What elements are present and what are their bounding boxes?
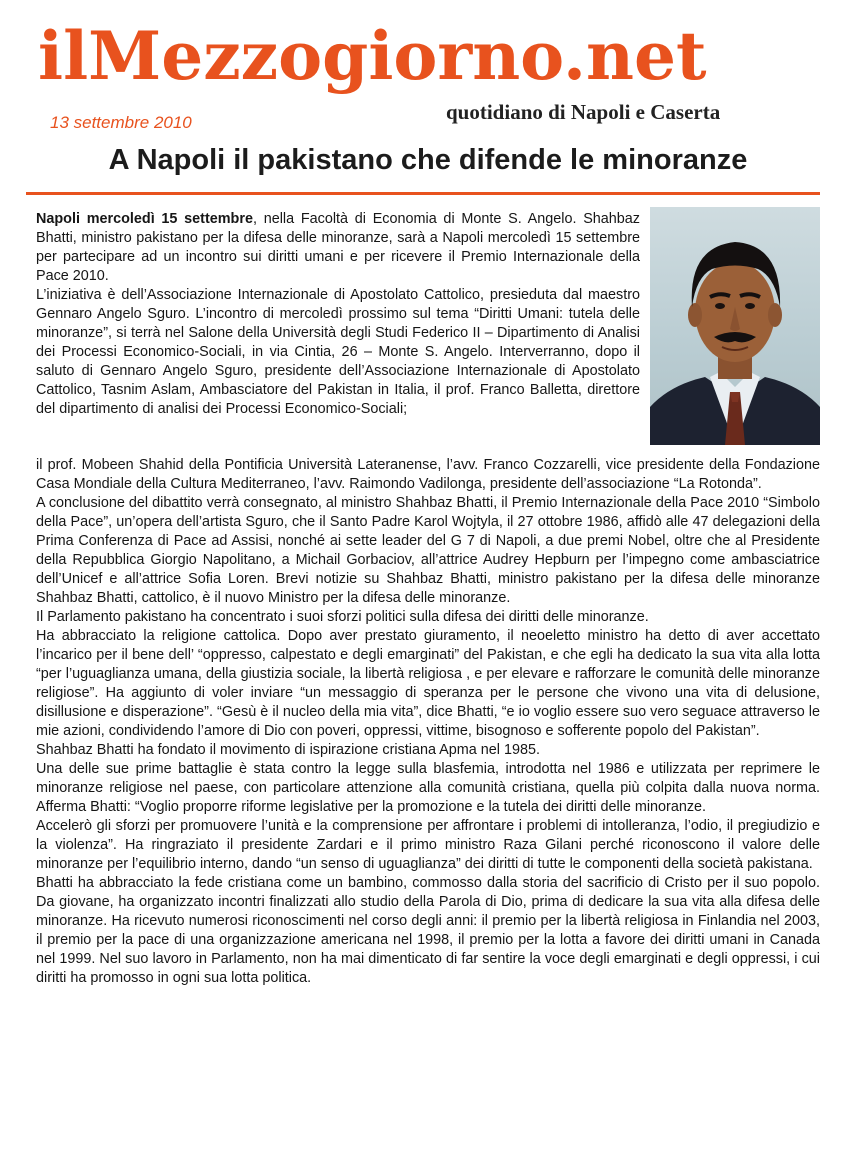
site-logo[interactable]: ilMezzogiorno.net [38, 17, 707, 95]
article-lead [36, 210, 640, 419]
masthead [38, 17, 828, 132]
tagline: quotidiano di Napoli e Caserta [446, 100, 721, 124]
paragraph-2: L’iniziativa è dell’Associazione Internazionale di Apostolato Cattolico, presieduta dal maestro Gennaro Angelo Sguro. L’incontro di mercoledì prossimo sul tema “Diritti Umani: tutela delle minoranze”, si terrà nel Salone della Università degli Studi Federico II – Dipartimento di Analisi dei Processi Economico-Sociali, in via Cintia, 26 – Monte S. Angelo. Interverranno, dopo il saluto di Gennaro Angelo Sguro, presidente dell’Associazione Internazionale di Apostolato Cattolico, Tasnim Aslam, Ambasciatore del Pakistan in Italia, il prof. Franco Balletta, direttore del dipartimento di analisi dei Processi Economico-Sociali; [36, 287, 640, 417]
paragraph-10: Bhatti ha abbracciato la fede cristiana come un bambino, commosso dalla storia del sacrificio di Cristo per il suo popolo. Da giovane, ha organizzato incontri finalizzati allo studio della Parola di Dio, prima di dedicare la sua vita alla difesa delle minoranze. Ha ricevuto numerosi riconoscimenti nel corso degli anni: il premio per la libertà religiosa in Finlandia nel 2003, il premio per la pace di una organizzazione americana nel 1998, il premio per la lotta a favore dei diritti umani in Canada nel 1999. Nel suo lavoro in Parlamento, non ha mai dimenticato di far sentire la voce degli emarginati e degli oppressi, i cui diritti ha promosso in ogni sua lotta politica. [36, 875, 820, 986]
lead-paragraph [36, 210, 640, 286]
headline-divider [26, 192, 820, 195]
portrait-photo [650, 207, 820, 445]
paragraph-5: Il Parlamento pakistano ha concentrato i suoi sforzi politici sulla difesa dei diritti delle minoranze. [36, 609, 649, 625]
portrait-illustration [650, 207, 820, 445]
paragraph-4: A conclusione del dibattito verrà consegnato, al ministro Shahbaz Bhatti, il Premio Internazionale della Pace 2010 “Simbolo della Pace”, un’opera dell’artista Sguro, che il Santo Padre Karol Wojtyla, il 27 ottobre 1986, affidò alle 47 delegazioni della Prima Conferenza di Pace ad Assisi, nonché ai sette leader del G 7 di Napoli, a due premi Nobel, oltre che al Presidente della Repubblica Giorgio Napolitano, a Michail Gorbaciov, all’attrice Audrey Hepburn per l’impegno come ambasciatrice dell’Unicef e all’attrice Sofia Loren. Brevi notizie su Shahbaz Bhatti, ministro pakistano per la difesa delle minoranze Shahbaz Bhatti, cattolico, è il nuovo Ministro per la difesa delle minoranze. [36, 495, 820, 606]
paragraph-9: Accelerò gli sforzi per promuovere l’unità e la comprensione per affrontare i problemi di intolleranza, l’odio, il pregiudizio e la violenza”. Ha ringraziato il presidente Zardari e il primo ministro Raza Gilani perché riconoscono il valore delle minoranze per l’equilibrio interno, dando “un senso di uguaglianza” dei diritti di tutte le componenti della società pakistana. [36, 818, 820, 872]
article-body [36, 456, 820, 988]
paragraph-7: Shahbaz Bhatti ha fondato il movimento di ispirazione cristiana Apma nel 1985. [36, 742, 540, 758]
article-headline: A Napoli il pakistano che difende le minoranze [108, 144, 748, 176]
paragraph-6: Ha abbracciato la religione cattolica. Dopo aver prestato giuramento, il neoeletto ministro ha detto di aver accettato l’incarico per il bene dell’ “oppresso, calpestato e degli emarginati” del Pakistan, e che egli ha dedicato la sua vita alla lotta “per l’uguaglianza umana, della giustizia sociale, la libertà religiosa , e per elevare e rafforzare le comunità delle minoranze religiose”. Ha aggiunto di voler inviare “un messaggio di speranza per le persone che vivono una vita di delusione, disillusione e disperazione”. “Gesù è il nucleo della mia vita”, dice Bhatti, “e io voglio essere suo vero seguace attraverso le mie azioni, condividendo l’amore di Dio con poveri, oppressi, vittime, bisognoso e sofferente popolo del Pakistan”. [36, 628, 820, 739]
lead-text: , nella Facoltà di Economia di Monte S. Angelo. Shahbaz Bhatti, ministro pakistano per la difesa delle minoranze, sarà a Napoli mercoledì 15 settembre per partecipare ad un incontro sui diritti umani e per ricevere il Premio Internazionale della Pace 2010. [36, 211, 640, 284]
paragraph-8: Una delle sue prime battaglie è stata contro la legge sulla blasfemia, introdotta nel 1986 e utilizzata per reprimere le minoranze religiose nel paese, con particolare attenzione alla comunità cristiana, quella più colpita dalla nuova norma. Afferma Bhatti: “Voglio proporre riforme legislative per la promozione e la tutela dei diritti delle minoranze. [36, 761, 820, 815]
issue-date: 13 settembre 2010 [50, 113, 192, 132]
paragraph-3: il prof. Mobeen Shahid della Pontificia Università Lateranense, l’avv. Franco Cozzarelli, vice presidente della Fondazione Casa Mondiale della Cultura Mediterraneo, l’avv. Raimondo Vadilonga, presidente dell’associazione “La Rotonda”. [36, 457, 820, 492]
dateline: Napoli mercoledì 15 settembre [36, 211, 253, 227]
